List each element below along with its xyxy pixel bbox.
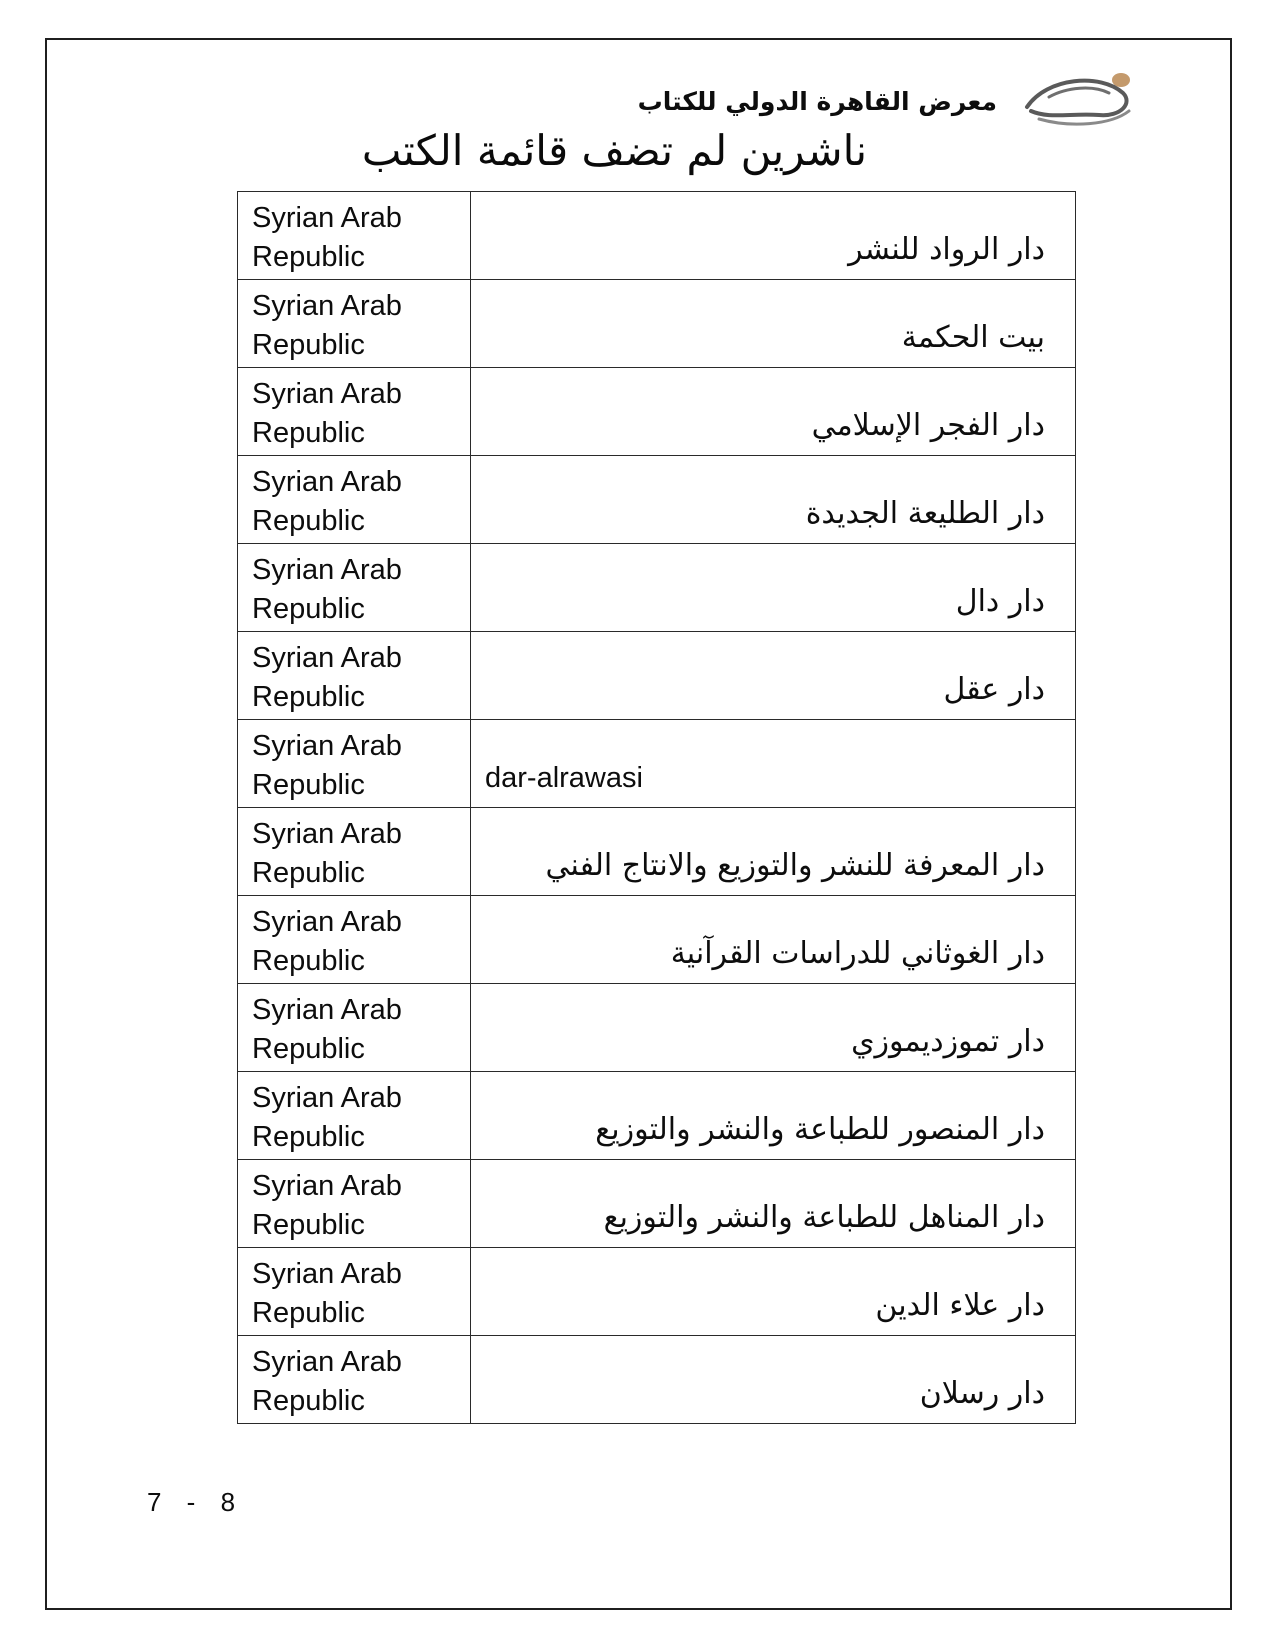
country-cell: Syrian Arab Republic xyxy=(238,1248,471,1336)
publisher-cell: دار الفجر الإسلامي xyxy=(471,368,1076,456)
country-cell: Syrian Arab Republic xyxy=(238,720,471,808)
country-cell: Syrian Arab Republic xyxy=(238,632,471,720)
publisher-cell: dar-alrawasi xyxy=(471,720,1076,808)
country-cell: Syrian Arab Republic xyxy=(238,896,471,984)
table-row xyxy=(238,1160,1076,1248)
table-row xyxy=(238,896,1076,984)
table-row xyxy=(238,984,1076,1072)
publisher-cell: دار المعرفة للنشر والتوزيع والانتاج الفني xyxy=(471,808,1076,896)
country-cell: Syrian Arab Republic xyxy=(238,808,471,896)
country-cell: Syrian Arab Republic xyxy=(238,368,471,456)
country-cell: Syrian Arab Republic xyxy=(238,984,471,1072)
publisher-cell: دار علاء الدين xyxy=(471,1248,1076,1336)
table-row xyxy=(238,280,1076,368)
country-cell: Syrian Arab Republic xyxy=(238,280,471,368)
publishers-table xyxy=(237,191,1076,1424)
table-row xyxy=(238,368,1076,456)
table-row xyxy=(238,544,1076,632)
publisher-cell: دار دال xyxy=(471,544,1076,632)
table-row xyxy=(238,456,1076,544)
publisher-cell: دار عقل xyxy=(471,632,1076,720)
table-row xyxy=(238,808,1076,896)
publisher-cell: دار المناهل للطباعة والنشر والتوزيع xyxy=(471,1160,1076,1248)
country-cell: Syrian Arab Republic xyxy=(238,544,471,632)
country-cell: Syrian Arab Republic xyxy=(238,1336,471,1424)
publisher-cell: دار الغوثاني للدراسات القرآنية xyxy=(471,896,1076,984)
table-row xyxy=(238,720,1076,808)
table-row xyxy=(238,1072,1076,1160)
publisher-cell: دار رسلان xyxy=(471,1336,1076,1424)
country-cell: Syrian Arab Republic xyxy=(238,456,471,544)
publisher-cell: دار الرواد للنشر xyxy=(471,192,1076,280)
table-row xyxy=(238,192,1076,280)
country-cell: Syrian Arab Republic xyxy=(238,192,471,280)
table-row xyxy=(238,632,1076,720)
page-title: ناشرين لم تضف قائمة الكتب xyxy=(361,126,868,175)
fair-name-text: معرض القاهرة الدولي للكتاب xyxy=(637,86,997,116)
publisher-cell: دار المنصور للطباعة والنشر والتوزيع xyxy=(471,1072,1076,1160)
page-number: 7 - 8 xyxy=(147,1487,237,1517)
publisher-cell: دار الطليعة الجديدة xyxy=(471,456,1076,544)
table-row xyxy=(238,1248,1076,1336)
country-cell: Syrian Arab Republic xyxy=(238,1072,471,1160)
publisher-cell: دار تموزديموزي xyxy=(471,984,1076,1072)
publisher-cell: بيت الحكمة xyxy=(471,280,1076,368)
table-row xyxy=(238,1336,1076,1424)
country-cell: Syrian Arab Republic xyxy=(238,1160,471,1248)
